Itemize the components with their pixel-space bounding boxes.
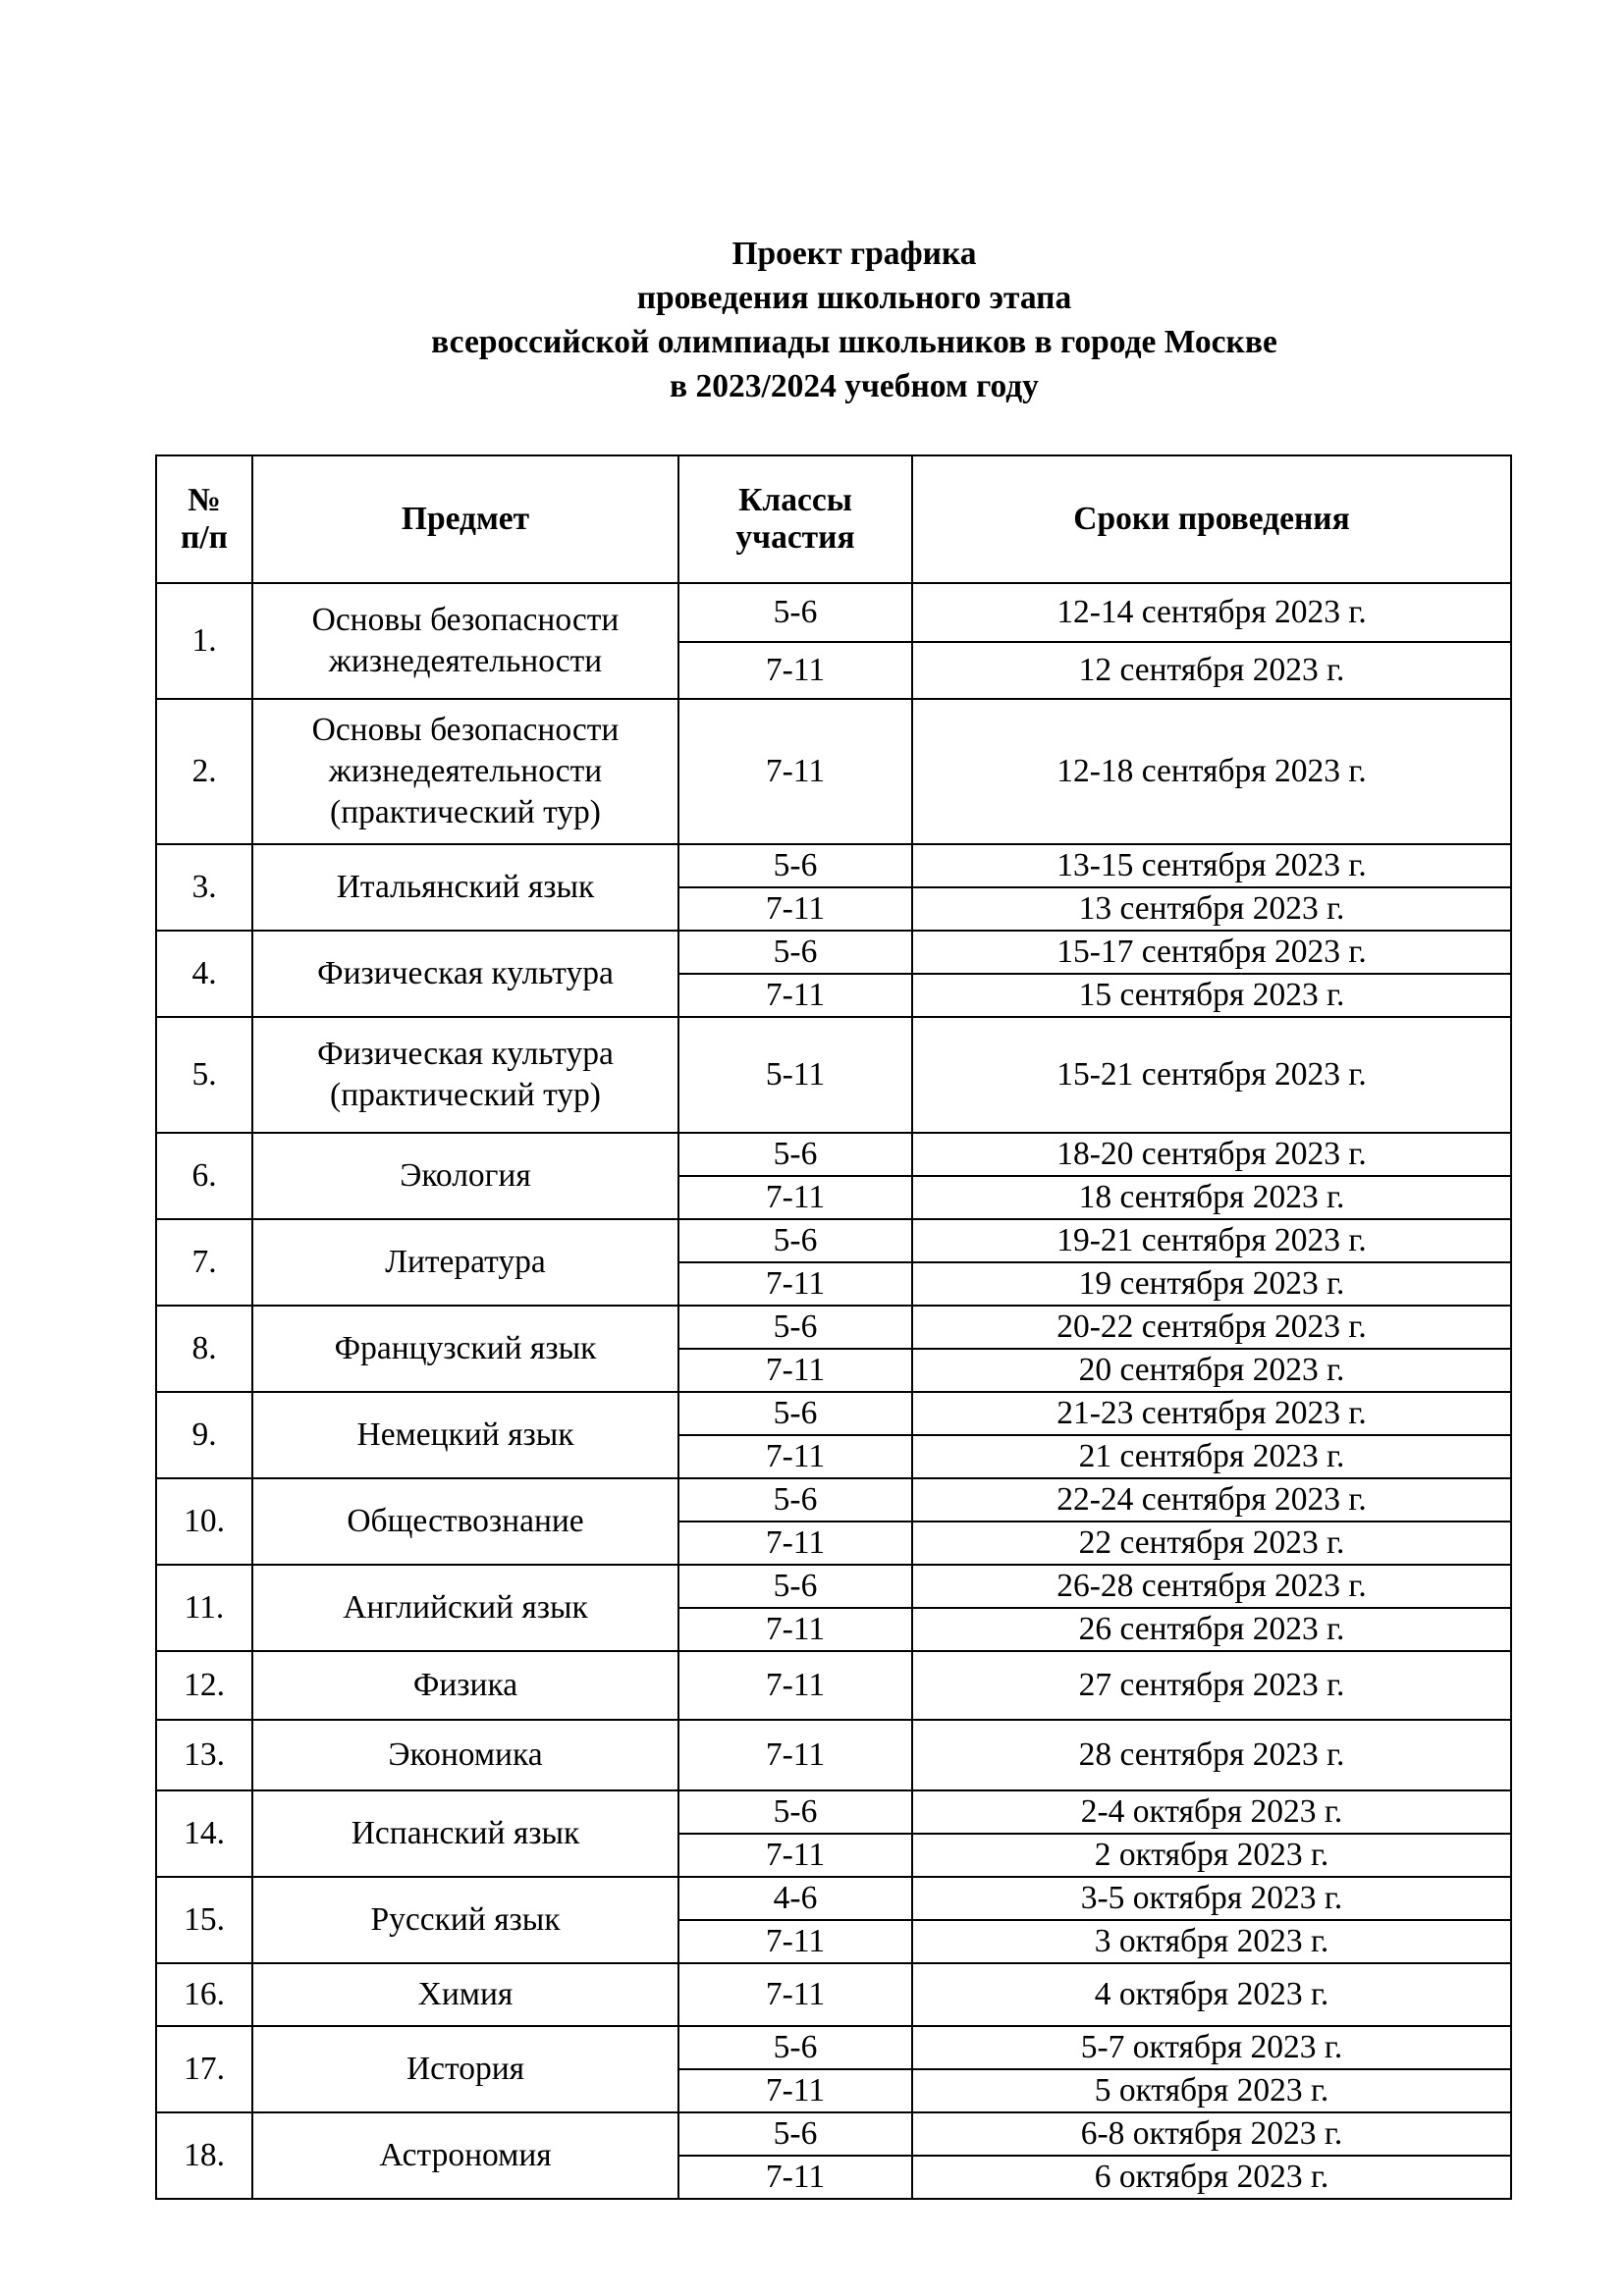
subject-cell: [252, 2026, 678, 2112]
subject-line: Основы безопасности: [311, 712, 620, 748]
row-number: 13.: [156, 1720, 252, 1790]
row-number: 9.: [156, 1392, 252, 1478]
table-row: [156, 1306, 1511, 1349]
subject-cell: [252, 1963, 678, 2026]
dates-cell: 27 сентября 2023 г.: [912, 1651, 1511, 1720]
row-number: 6.: [156, 1133, 252, 1219]
dates-cell: 15-21 сентября 2023 г.: [912, 1017, 1511, 1133]
subject-cell: [252, 1306, 678, 1392]
grades-cell: 5-6: [678, 1565, 912, 1608]
table-row: [156, 844, 1511, 887]
row-number: 1.: [156, 583, 252, 699]
subject-cell: [252, 844, 678, 931]
title-line-3: всероссийской олимпиады школьников в городе Москве: [431, 324, 1277, 360]
header-number-line-2: п/п: [181, 519, 228, 556]
row-number: 10.: [156, 1478, 252, 1565]
subject-cell: [252, 699, 678, 844]
subject-cell: [252, 1133, 678, 1219]
grades-cell: 7-11: [678, 1522, 912, 1565]
schedule-table: [155, 454, 1512, 2200]
header-grades-line-1: Классы: [738, 482, 852, 518]
dates-cell: 13-15 сентября 2023 г.: [912, 844, 1511, 887]
row-number: 14.: [156, 1790, 252, 1877]
dates-cell: 19-21 сентября 2023 г.: [912, 1219, 1511, 1262]
table-row: [156, 1720, 1511, 1790]
grades-cell: 7-11: [678, 1608, 912, 1651]
dates-cell: 28 сентября 2023 г.: [912, 1720, 1511, 1790]
subject-cell: [252, 1017, 678, 1133]
subject-line: (практический тур): [330, 1077, 601, 1113]
dates-cell: 2-4 октября 2023 г.: [912, 1790, 1511, 1834]
row-number: 15.: [156, 1877, 252, 1963]
table-row: [156, 1017, 1511, 1133]
header-grades-line-2: участия: [735, 519, 855, 556]
subject-line: Физика: [412, 1667, 518, 1703]
grades-cell: 5-6: [678, 1392, 912, 1435]
row-number: 7.: [156, 1219, 252, 1306]
row-number: 16.: [156, 1963, 252, 2026]
dates-cell: 2 октября 2023 г.: [912, 1834, 1511, 1877]
grades-cell: 5-6: [678, 931, 912, 974]
grades-cell: 7-11: [678, 699, 912, 844]
subject-cell: [252, 1790, 678, 1877]
row-number: 4.: [156, 931, 252, 1017]
grades-cell: 5-6: [678, 1478, 912, 1522]
grades-cell: 7-11: [678, 887, 912, 931]
subject-line: Физическая культура: [317, 955, 614, 991]
subject-cell: [252, 1478, 678, 1565]
subject-line: История: [406, 2051, 525, 2087]
subject-line: Итальянский язык: [336, 869, 595, 905]
subject-cell: [252, 1392, 678, 1478]
table-row: [156, 1877, 1511, 1920]
subject-line: Основы безопасности: [311, 602, 620, 638]
document-title: [0, 232, 1624, 408]
subject-cell: [252, 2112, 678, 2199]
dates-cell: 26 сентября 2023 г.: [912, 1608, 1511, 1651]
grades-cell: 5-6: [678, 1790, 912, 1834]
dates-cell: 3 октября 2023 г.: [912, 1920, 1511, 1963]
table-body: [156, 583, 1511, 2199]
dates-cell: 4 октября 2023 г.: [912, 1963, 1511, 2026]
subject-line: Русский язык: [370, 1901, 561, 1938]
subject-line: Физическая культура: [317, 1036, 614, 1072]
dates-cell: 15-17 сентября 2023 г.: [912, 931, 1511, 974]
subject-line: Литература: [385, 1244, 546, 1280]
row-number: 3.: [156, 844, 252, 931]
grades-cell: 7-11: [678, 2156, 912, 2199]
subject-line: Астрономия: [379, 2137, 552, 2173]
grades-cell: 5-6: [678, 1133, 912, 1176]
table-row: [156, 1133, 1511, 1176]
subject-line: Французский язык: [334, 1330, 597, 1366]
row-number: 18.: [156, 2112, 252, 2199]
dates-cell: 6 октября 2023 г.: [912, 2156, 1511, 2199]
row-number: 2.: [156, 699, 252, 844]
grades-cell: 5-6: [678, 2026, 912, 2069]
grades-cell: 7-11: [678, 1349, 912, 1392]
header-number-line-1: №: [188, 482, 221, 518]
grades-cell: 7-11: [678, 2069, 912, 2112]
grades-cell: 5-11: [678, 1017, 912, 1133]
subject-cell: [252, 1651, 678, 1720]
title-line-4: в 2023/2024 учебном году: [670, 368, 1039, 404]
dates-cell: 12 сентября 2023 г.: [912, 642, 1511, 699]
table-row: [156, 1790, 1511, 1834]
grades-cell: 7-11: [678, 1920, 912, 1963]
dates-cell: 22-24 сентября 2023 г.: [912, 1478, 1511, 1522]
table-row: [156, 2112, 1511, 2156]
grades-cell: 7-11: [678, 1963, 912, 2026]
dates-cell: 5-7 октября 2023 г.: [912, 2026, 1511, 2069]
grades-cell: 5-6: [678, 1306, 912, 1349]
grades-cell: 7-11: [678, 642, 912, 699]
title-line-1: Проект графика: [731, 236, 977, 272]
dates-cell: 12-18 сентября 2023 г.: [912, 699, 1511, 844]
subject-cell: [252, 1219, 678, 1306]
header-subject: Предмет: [252, 455, 678, 583]
table-row: [156, 1963, 1511, 2026]
subject-line: жизнедеятельности: [328, 643, 603, 679]
subject-line: жизнедеятельности: [328, 753, 603, 789]
grades-cell: 7-11: [678, 1435, 912, 1478]
row-number: 5.: [156, 1017, 252, 1133]
grades-cell: 5-6: [678, 1219, 912, 1262]
subject-line: Английский язык: [343, 1589, 588, 1626]
table-row: [156, 1565, 1511, 1608]
table-row: [156, 583, 1511, 642]
subject-line: Экономика: [388, 1736, 543, 1773]
subject-cell: [252, 1565, 678, 1651]
dates-cell: 6-8 октября 2023 г.: [912, 2112, 1511, 2156]
grades-cell: 5-6: [678, 583, 912, 642]
dates-cell: 3-5 октября 2023 г.: [912, 1877, 1511, 1920]
dates-cell: 19 сентября 2023 г.: [912, 1262, 1511, 1306]
dates-cell: 26-28 сентября 2023 г.: [912, 1565, 1511, 1608]
subject-line: Экология: [400, 1157, 531, 1194]
table-row: [156, 1478, 1511, 1522]
row-number: 8.: [156, 1306, 252, 1392]
table-row: [156, 1651, 1511, 1720]
grades-cell: 7-11: [678, 1176, 912, 1219]
dates-cell: 12-14 сентября 2023 г.: [912, 583, 1511, 642]
header-dates: Сроки проведения: [912, 455, 1511, 583]
grades-cell: 7-11: [678, 1651, 912, 1720]
table-header-row: [156, 455, 1511, 583]
dates-cell: 13 сентября 2023 г.: [912, 887, 1511, 931]
dates-cell: 21 сентября 2023 г.: [912, 1435, 1511, 1478]
row-number: 17.: [156, 2026, 252, 2112]
dates-cell: 15 сентября 2023 г.: [912, 974, 1511, 1017]
row-number: 12.: [156, 1651, 252, 1720]
subject-cell: [252, 931, 678, 1017]
grades-cell: 7-11: [678, 974, 912, 1017]
dates-cell: 22 сентября 2023 г.: [912, 1522, 1511, 1565]
subject-line: Испанский язык: [351, 1815, 580, 1851]
grades-cell: 5-6: [678, 2112, 912, 2156]
grades-cell: 7-11: [678, 1720, 912, 1790]
grades-cell: 7-11: [678, 1834, 912, 1877]
subject-cell: [252, 1720, 678, 1790]
dates-cell: 5 октября 2023 г.: [912, 2069, 1511, 2112]
subject-cell: [252, 583, 678, 699]
row-number: 11.: [156, 1565, 252, 1651]
dates-cell: 18-20 сентября 2023 г.: [912, 1133, 1511, 1176]
header-number: [156, 455, 252, 583]
dates-cell: 20 сентября 2023 г.: [912, 1349, 1511, 1392]
subject-cell: [252, 1877, 678, 1963]
subject-line: (практический тур): [330, 794, 601, 830]
table-row: [156, 2026, 1511, 2069]
grades-cell: 4-6: [678, 1877, 912, 1920]
table-row: [156, 1392, 1511, 1435]
table-row: [156, 931, 1511, 974]
subject-line: Химия: [417, 1976, 514, 2012]
dates-cell: 18 сентября 2023 г.: [912, 1176, 1511, 1219]
title-line-2: проведения школьного этапа: [636, 280, 1072, 316]
subject-line: Обществознание: [347, 1503, 584, 1539]
table-row: [156, 699, 1511, 844]
dates-cell: 21-23 сентября 2023 г.: [912, 1392, 1511, 1435]
grades-cell: 7-11: [678, 1262, 912, 1306]
header-grades: [678, 455, 912, 583]
table-row: [156, 1219, 1511, 1262]
dates-cell: 20-22 сентября 2023 г.: [912, 1306, 1511, 1349]
grades-cell: 5-6: [678, 844, 912, 887]
subject-line: Немецкий язык: [356, 1416, 574, 1453]
